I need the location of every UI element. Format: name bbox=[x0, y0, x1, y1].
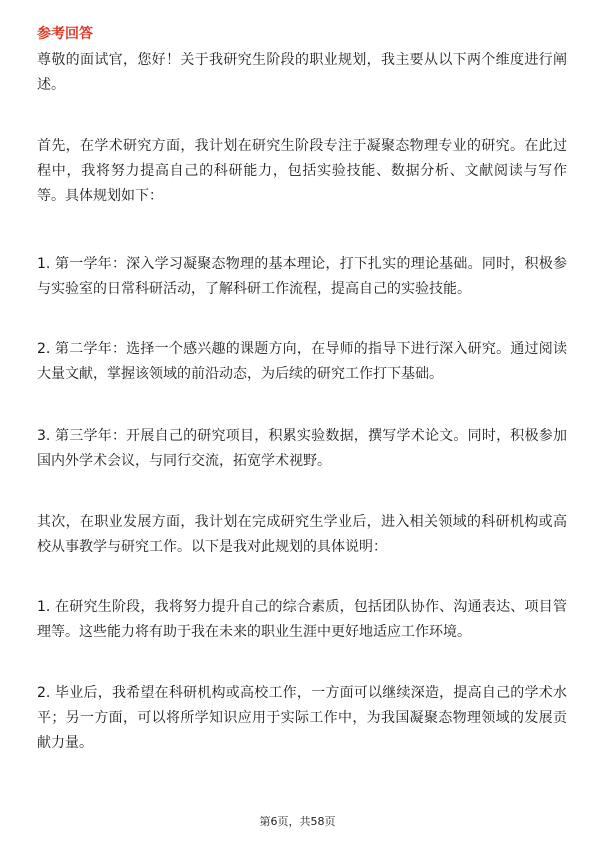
paragraph-year-3: 3. 第三学年：开展自己的研究项目，积累实验数据，撰写学术论文。同时，积极参加国内外学术会议，与同行交流，拓宽学术视野。 bbox=[37, 428, 567, 469]
page-number: 第6页，共58页 bbox=[259, 815, 336, 828]
paragraph-career-intro: 其次，在职业发展方面，我计划在完成研究生学业后，进入相关领域的科研机构或高校从事教学与研究工作。以下是我对此规划的具体说明： bbox=[37, 514, 567, 555]
paragraph-career-1: 1. 在研究生阶段，我将努力提升自己的综合素质，包括团队协作、沟通表达、项目管理等。这些能力将有助于我在未来的职业生涯中更好地适应工作环境。 bbox=[37, 599, 567, 640]
paragraph-year-1: 1. 第一学年：深入学习凝聚态物理的基本理论，打下扎实的理论基础。同时，积极参与实验室的日常科研活动，了解科研工作流程，提高自己的实验技能。 bbox=[37, 256, 567, 297]
paragraph-career-2: 2. 毕业后，我希望在科研机构或高校工作，一方面可以继续深造，提高自己的学术水平；另一方面，可以将所学知识应用于实际工作中，为我国凝聚态物理领域的发展贡献力量。 bbox=[37, 685, 567, 751]
section-heading: 参考回答 bbox=[37, 26, 93, 42]
paragraph-greeting: 尊敬的面试官，您好！关于我研究生阶段的职业规划，我主要从以下两个维度进行阐述。 bbox=[37, 52, 567, 93]
paragraph-academic-intro: 首先，在学术研究方面，我计划在研究生阶段专注于凝聚态物理专业的研究。在此过程中，我将努力提高自己的科研能力，包括实验技能、数据分析、文献阅读与写作等。具体规划如下： bbox=[37, 138, 567, 204]
paragraph-year-2: 2. 第二学年：选择一个感兴趣的课题方向，在导师的指导下进行深入研究。通过阅读大量文献，掌握该领域的前沿动态，为后续的研究工作打下基础。 bbox=[37, 341, 567, 382]
